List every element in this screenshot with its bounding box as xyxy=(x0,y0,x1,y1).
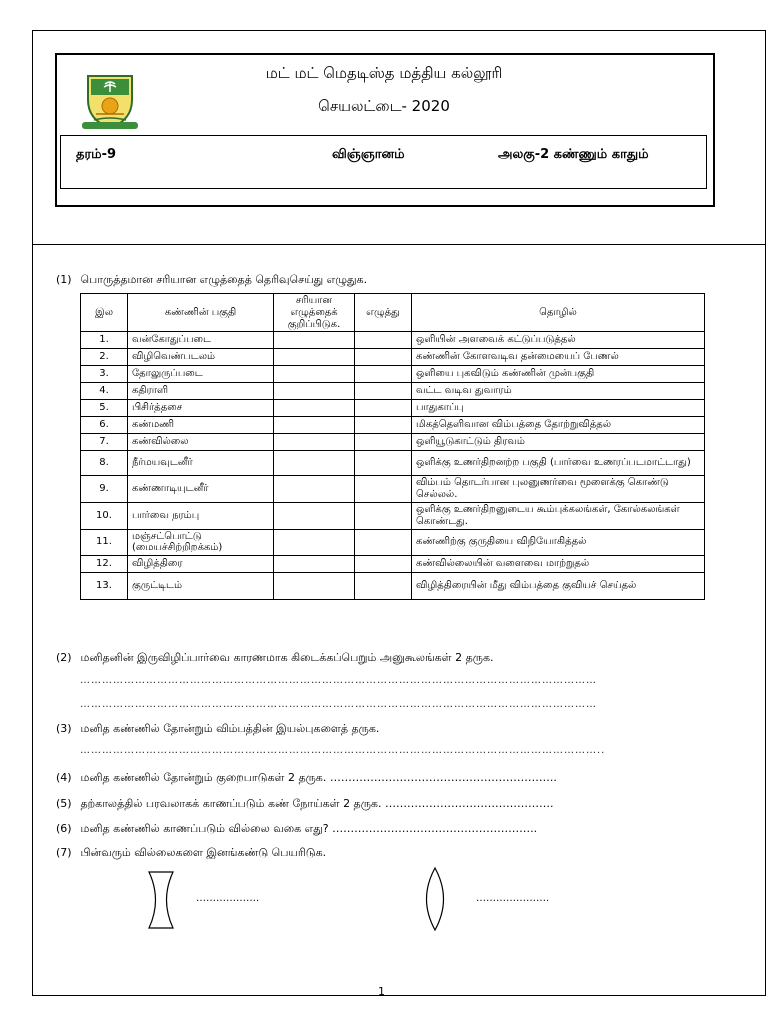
question-6 xyxy=(56,822,537,837)
header-divider xyxy=(32,244,766,245)
function-cell: கண்ணின் கோளவடிவ தன்மையைப் பேணல் xyxy=(412,349,705,366)
convex-lens-icon xyxy=(422,866,448,932)
table-row xyxy=(81,556,705,573)
mark-cell[interactable] xyxy=(274,556,355,573)
table-row xyxy=(81,529,705,556)
letter-cell[interactable] xyxy=(355,451,412,476)
school-name: மட் மட் மெதடிஸ்த மத்திய கல்லூரி xyxy=(265,64,503,82)
letter-cell[interactable] xyxy=(355,366,412,383)
letter-cell[interactable] xyxy=(355,434,412,451)
question-number: (3) xyxy=(56,722,72,735)
table-row xyxy=(81,400,705,417)
eye-part-cell: கண்ணாடியுடனீர் xyxy=(128,476,274,503)
row-number: 2. xyxy=(81,349,128,366)
table-row xyxy=(81,383,705,400)
question-text[interactable]: மனித கண்ணில் தோன்றும் குறைபாடுகள் 2 தருக. …………………………………………………….. xyxy=(80,771,557,784)
letter-cell[interactable] xyxy=(355,349,412,366)
grade-label: தரம்-9 xyxy=(76,147,117,162)
question-number: (2) xyxy=(56,651,72,664)
letter-cell[interactable] xyxy=(355,573,412,600)
worksheet-title: செயலட்டை- 2020 xyxy=(318,97,450,115)
matching-table xyxy=(80,293,705,600)
table-row xyxy=(81,476,705,503)
function-cell: மிகத்தெளிவான விம்பத்தை தோற்றுவித்தல் xyxy=(412,417,705,434)
eye-part-cell: தோலுருப்படை xyxy=(128,366,274,383)
table-body xyxy=(81,332,705,600)
eye-part-cell: கண்மணி xyxy=(128,417,274,434)
question-1 xyxy=(56,273,367,288)
row-number: 4. xyxy=(81,383,128,400)
question-text: பின்வரும் வில்லைகளை இனங்கண்டு பெயரிடுக. xyxy=(80,846,327,859)
question-text: மனித கண்ணில் தோன்றும் விம்பத்தின் இயல்புகளைத் தருக. xyxy=(80,722,380,735)
function-cell: ஒளியூடுகாட்டும் திரவம் xyxy=(412,434,705,451)
mark-cell[interactable] xyxy=(274,573,355,600)
row-number: 11. xyxy=(81,529,128,556)
question-number: (6) xyxy=(56,822,72,835)
answer-line[interactable]: …………………………………………………………………………………………………………………………… xyxy=(80,699,597,710)
function-cell: ஒளிக்கு உணர்திறனற்ற பகுதி (பார்வை உணரப்படமாட்டாது) xyxy=(412,451,705,476)
header-function: தொழில் xyxy=(412,294,705,332)
function-cell: வட்ட வடிவ துவாரம் xyxy=(412,383,705,400)
row-number: 7. xyxy=(81,434,128,451)
unit-label: அலகு-2 கண்ணும் காதும் xyxy=(498,147,649,162)
table-row xyxy=(81,451,705,476)
function-cell: கண்வில்லையின் வளைவை மாற்றுதல் xyxy=(412,556,705,573)
header-num: இல xyxy=(81,294,128,332)
letter-cell[interactable] xyxy=(355,476,412,503)
mark-cell[interactable] xyxy=(274,400,355,417)
eye-part-cell: மஞ்சட்பொட்டு (மையச்சிற்றிறக்கம்) xyxy=(128,529,274,556)
header-part: கண்ணின் பகுதி xyxy=(128,294,274,332)
table-header-row xyxy=(81,294,705,332)
function-cell: ஒளியின் அளவைக் கட்டுப்படுத்தல் xyxy=(412,332,705,349)
letter-cell[interactable] xyxy=(355,417,412,434)
row-number: 8. xyxy=(81,451,128,476)
question-5 xyxy=(56,797,553,812)
eye-part-cell: பிசிர்த்தசை xyxy=(128,400,274,417)
table-row xyxy=(81,332,705,349)
function-cell: விழித்திரையின் மீது விம்பத்தை குவியச் செய்தல் xyxy=(412,573,705,600)
question-number: (4) xyxy=(56,771,72,784)
table-row xyxy=(81,349,705,366)
table-row xyxy=(81,573,705,600)
function-cell: பாதுகாப்பு xyxy=(412,400,705,417)
eye-part-cell: கண்வில்லை xyxy=(128,434,274,451)
eye-part-cell: குருட்டிடம் xyxy=(128,573,274,600)
row-number: 1. xyxy=(81,332,128,349)
answer-line[interactable]: …………………………………………………………………………………………………………………………… xyxy=(80,675,597,686)
function-cell: ஒளிக்கு உணர்திறனுடைய கூம்புக்கலங்கள், கோல்கலங்கள் கொண்டது. xyxy=(412,502,705,529)
question-7 xyxy=(56,846,326,861)
row-number: 9. xyxy=(81,476,128,503)
subject-label: விஞ்ஞானம் xyxy=(332,147,405,162)
question-number: (7) xyxy=(56,846,72,859)
eye-part-cell: கதிராளி xyxy=(128,383,274,400)
question-text: பொருத்தமான சரியான எழுத்தைத் தெரிவுசெய்து எழுதுக. xyxy=(80,273,368,286)
row-number: 13. xyxy=(81,573,128,600)
answer-line[interactable]: …………………………………………………………………………………………………………………………….. xyxy=(80,745,606,756)
lens-answer-2[interactable]: …………………. xyxy=(476,893,550,904)
letter-cell[interactable] xyxy=(355,400,412,417)
page-number: 1 xyxy=(378,985,385,998)
mark-cell[interactable] xyxy=(274,451,355,476)
row-number: 5. xyxy=(81,400,128,417)
question-2 xyxy=(56,651,493,666)
header-letter: எழுத்து xyxy=(355,294,412,332)
function-cell: விம்பம் தொடர்பான புலனுணர்வை மூளைக்கு கொண்டு செல்லல். xyxy=(412,476,705,503)
table-row xyxy=(81,417,705,434)
question-4 xyxy=(56,771,557,786)
concave-lens-icon xyxy=(146,870,176,930)
eye-part-cell: விழித்திரை xyxy=(128,556,274,573)
question-number: (5) xyxy=(56,797,72,810)
eye-part-cell: வன்கோதுப்படை xyxy=(128,332,274,349)
mark-cell[interactable] xyxy=(274,366,355,383)
eye-part-cell: நீர்மயவுடனீர் xyxy=(128,451,274,476)
question-text[interactable]: மனித கண்ணில் காணப்படும் வில்லை வகை எது? ……………………………………………….. xyxy=(80,822,538,835)
table-row xyxy=(81,434,705,451)
header-mark: சரியான எழுத்தைக் குறிப்பிடுக. xyxy=(274,294,355,332)
question-text: மனிதனின் இருவிழிப்பார்வை காரணமாக கிடைக்கப்பெறும் அனுகூலங்கள் 2 தருக. xyxy=(80,651,494,664)
row-number: 10. xyxy=(81,502,128,529)
lens-answer-1[interactable]: ………………. xyxy=(196,893,260,904)
mark-cell[interactable] xyxy=(274,383,355,400)
letter-cell[interactable] xyxy=(355,383,412,400)
table-row xyxy=(81,366,705,383)
eye-part-cell: விழிவெண்படலம் xyxy=(128,349,274,366)
row-number: 6. xyxy=(81,417,128,434)
table-row xyxy=(81,502,705,529)
function-cell: கண்ணிற்கு குருதியை விநியோகித்தல் xyxy=(412,529,705,556)
function-cell: ஒளியை புகவிடும் கண்ணின் முன்பகுதி xyxy=(412,366,705,383)
letter-cell[interactable] xyxy=(355,502,412,529)
mark-cell[interactable] xyxy=(274,332,355,349)
eye-part-cell: பார்வை நரம்பு xyxy=(128,502,274,529)
mark-cell[interactable] xyxy=(274,434,355,451)
row-number: 12. xyxy=(81,556,128,573)
letter-cell[interactable] xyxy=(355,556,412,573)
mark-cell[interactable] xyxy=(274,476,355,503)
mark-cell[interactable] xyxy=(274,349,355,366)
letter-cell[interactable] xyxy=(355,332,412,349)
mark-cell[interactable] xyxy=(274,417,355,434)
mark-cell[interactable] xyxy=(274,529,355,556)
question-3 xyxy=(56,722,379,737)
question-number: (1) xyxy=(56,273,72,286)
row-number: 3. xyxy=(81,366,128,383)
mark-cell[interactable] xyxy=(274,502,355,529)
letter-cell[interactable] xyxy=(355,529,412,556)
question-text[interactable]: தற்காலத்தில் பரவலாகக் காணப்படும் கண் நோய்கள் 2 தருக. ………………………………………. xyxy=(80,797,554,810)
